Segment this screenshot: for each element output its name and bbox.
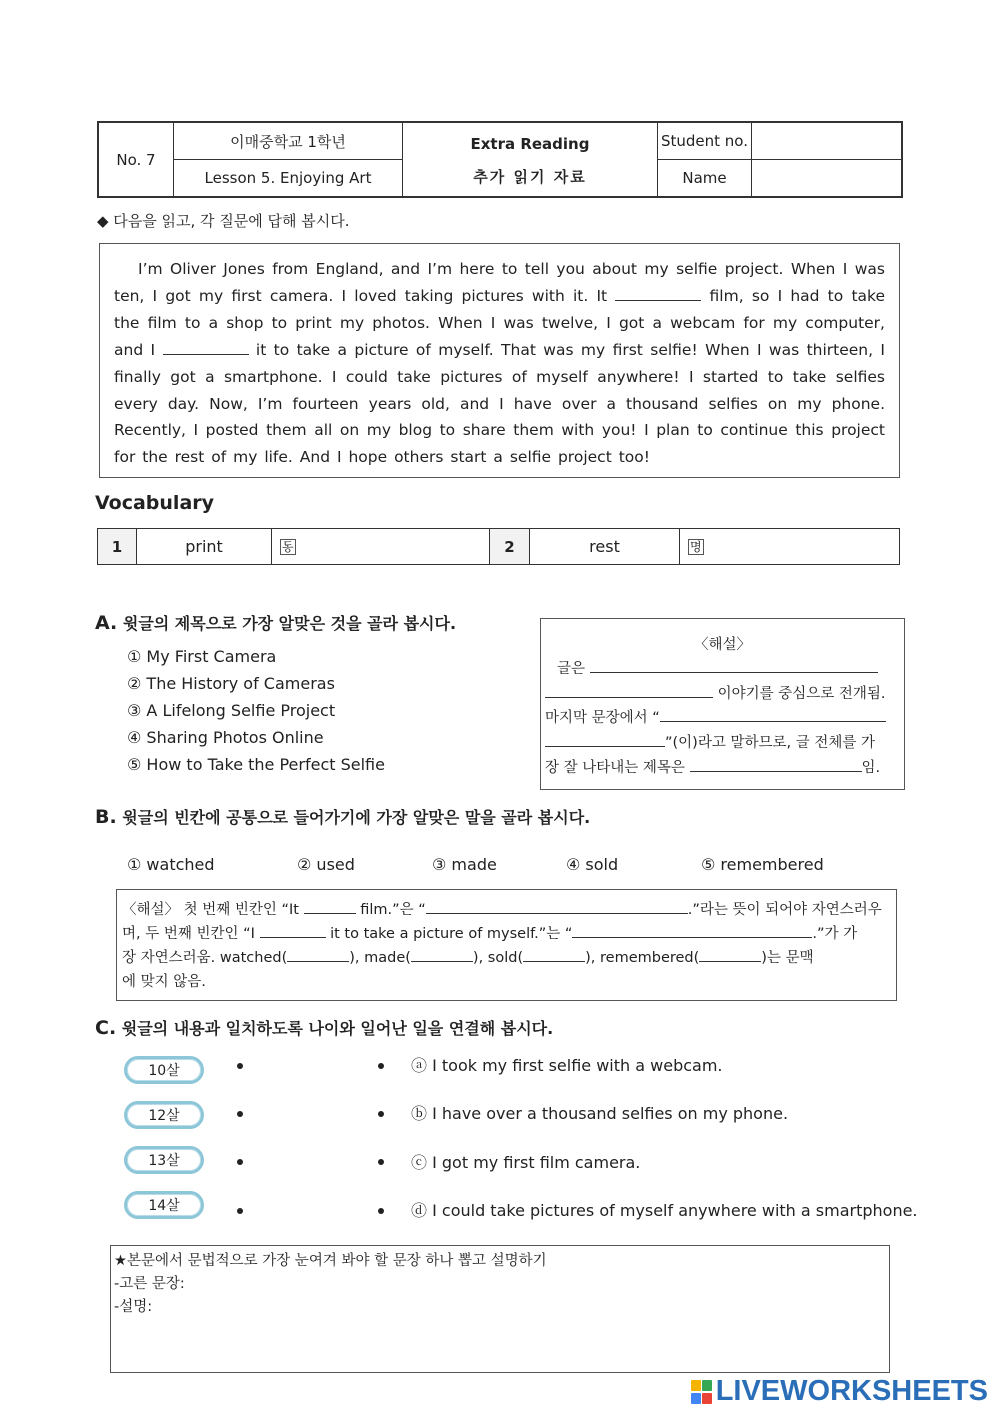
passage-line: was ten, I got my first camera. I loved taking pictures with it. It [114,260,885,305]
match-dot-right[interactable] [378,1111,384,1117]
match-dot-left[interactable] [237,1063,243,1069]
explain-text: 이야기를 중심으로 전개됨. [717,685,886,702]
passage-line: selfies every day. Now, I’m fourteen years old, and I have over a thousand selfies on my [114,367,885,413]
school-grade: 이매중학교 1학년 [230,132,346,151]
liveworksheets-logo-icon [691,1378,713,1406]
question-a-heading [95,611,456,634]
option[interactable]: ③ A Lifelong Selfie Project [127,701,336,720]
blank-2[interactable] [163,341,249,355]
question-b-explanation [116,889,897,1001]
vocabulary-heading: Vocabulary [95,492,215,514]
explain-text: ), made( [349,950,411,966]
match-dot-left[interactable] [237,1159,243,1165]
question-b-heading [95,805,590,828]
explain-blank[interactable] [690,758,862,772]
explain-blank[interactable] [660,708,886,722]
explain-text: it to take a picture of myself.”는 “ [330,926,573,942]
explain-blank[interactable] [260,924,326,938]
option[interactable]: ② used [297,855,355,874]
explain-text: 임. [861,759,881,776]
explain-blank[interactable] [523,948,585,962]
age-label: 10살 [124,1056,204,1084]
explain-text: 에 맞지 않음. [122,974,206,990]
match-event: ⓓ I could take pictures of myself anywhere with a smartphone. [411,1201,918,1220]
explain-blank[interactable] [699,948,761,962]
grammar-chosen-label: -고른 문장: [114,1276,185,1292]
option[interactable]: ① watched [127,855,215,874]
passage-line: computer, and I [114,313,885,359]
question-c-heading [95,1016,553,1039]
option[interactable]: ④ Sharing Photos Online [127,728,324,747]
match-event: ⓒ I got my first film camera. [411,1153,641,1172]
age-label: 14살 [124,1191,204,1219]
lesson-title: Lesson 5. Enjoying Art [204,169,372,187]
explain-blank[interactable] [287,948,349,962]
vocab-answer-field[interactable] [272,529,489,564]
student-no-label: Student no. [660,132,748,150]
question-a-explanation [540,618,905,790]
explain-text: )는 문맥 [761,950,814,966]
part-of-speech: 동 [282,539,294,554]
explain-blank[interactable] [426,900,688,914]
explain-text: ”(이)라고 말하므로, 글 전체를 가 [665,735,875,752]
option[interactable]: ① My First Camera [127,647,277,666]
grammar-title: ★본문에서 문법적으로 가장 눈여겨 봐야 할 문장 하나 뽑고 설명하기 [114,1253,547,1269]
match-event: ⓐ I took my first selfie with a webcam. [411,1056,723,1075]
match-event: ⓑ I have over a thousand selfies on my phone. [411,1104,789,1123]
option[interactable]: ⑤ How to Take the Perfect Selfie [127,755,385,774]
age-label: 13살 [124,1146,204,1174]
explain-text: 장 잘 나타내는 제목은 [545,759,685,776]
question-a-options [127,643,385,778]
explain-text: .”가 가 [812,926,858,942]
passage-line: film, so I had to [701,286,844,305]
title-english: Extra Reading [470,135,590,153]
passage-line: project for the rest of my life. And I hope others start a selfie project too! [114,421,885,467]
explain-text: film.”은 “ [360,902,426,918]
match-dot-left[interactable] [237,1208,243,1214]
passage-line: it to take a picture of myself. That was my first selfie! When I was [248,340,800,359]
logo-text: LIVEWORKSHEETS [715,1375,988,1407]
explain-text: .”라는 뜻이 되어야 자연스러우 [687,902,882,918]
liveworksheets-logo [691,1375,988,1408]
match-dot-right[interactable] [378,1159,384,1165]
question-prompt: 윗글의 제목으로 가장 알맞은 것을 골라 봅시다. [122,614,457,633]
match-dot-left[interactable] [237,1111,243,1117]
explain-blank[interactable] [590,659,878,673]
header-table [97,121,903,198]
vocab-answer-field[interactable] [680,529,899,564]
question-letter: C. [95,1017,117,1039]
explain-blank[interactable] [545,733,665,747]
explain-text: 글은 [557,661,586,677]
match-dot-right[interactable] [378,1208,384,1214]
grammar-explain-label: -설명: [114,1299,153,1315]
name-field[interactable] [752,160,901,196]
passage-line: phone. Recently, I posted them all on my blog to share them with you! I plan to continue this [114,394,885,440]
title-korean: 추가 읽기 자료 [473,167,587,186]
part-of-speech: 명 [690,539,702,554]
passage-line: thirteen, I finally got a smartphone. I could take pictures of myself anywhere! I started to take [114,340,885,386]
explain-text: 〈해설〉 첫 번째 빈칸인 “It [122,902,299,918]
explain-text: 마지막 문장에서 “ [545,710,660,727]
student-no-field[interactable] [752,123,901,159]
blank-1[interactable] [615,287,701,301]
vocab-number: 2 [490,529,529,564]
name-label: Name [682,169,727,187]
option[interactable]: ③ made [432,855,497,874]
explain-text: 며, 두 번째 빈칸인 “I [122,926,255,942]
explain-title: 〈해설〉 [693,637,751,653]
explain-text: 장 자연스러움. watched( [122,950,288,966]
explain-blank[interactable] [545,684,713,698]
age-label: 12살 [124,1101,204,1129]
vocab-word: print [185,537,223,556]
grammar-box[interactable] [110,1245,890,1373]
vocab-number: 1 [98,529,136,564]
passage-line: take the film to a shop to print my photos. When I was twelve, I got a webcam for my [114,286,885,332]
vocab-word: rest [589,537,620,556]
explain-blank[interactable] [304,900,356,914]
option[interactable]: ④ sold [566,855,619,874]
passage-line: I’m Oliver Jones from England, and I’m here to tell you about my selfie project. When I [138,260,848,278]
reading-passage [99,243,900,478]
option[interactable]: ② The History of Cameras [127,674,335,693]
question-prompt: 윗글의 빈칸에 공통으로 들어가기에 가장 알맞은 말을 골라 봅시다. [122,808,591,827]
explain-text: ), remembered( [585,950,700,966]
explain-blank[interactable] [411,948,473,962]
question-letter: A. [95,612,118,634]
explain-text: ), sold( [472,950,524,966]
option[interactable]: ⑤ remembered [701,855,824,874]
lesson-number: No. 7 [116,150,156,169]
question-letter: B. [95,806,117,828]
match-dot-right[interactable] [378,1063,384,1069]
instruction: ◆ 다음을 읽고, 각 질문에 답해 봅시다. [97,212,350,230]
vocabulary-table [97,528,900,565]
explain-blank[interactable] [572,924,812,938]
question-prompt: 윗글의 내용과 일치하도록 나이와 일어난 일을 연결해 봅시다. [121,1019,554,1038]
